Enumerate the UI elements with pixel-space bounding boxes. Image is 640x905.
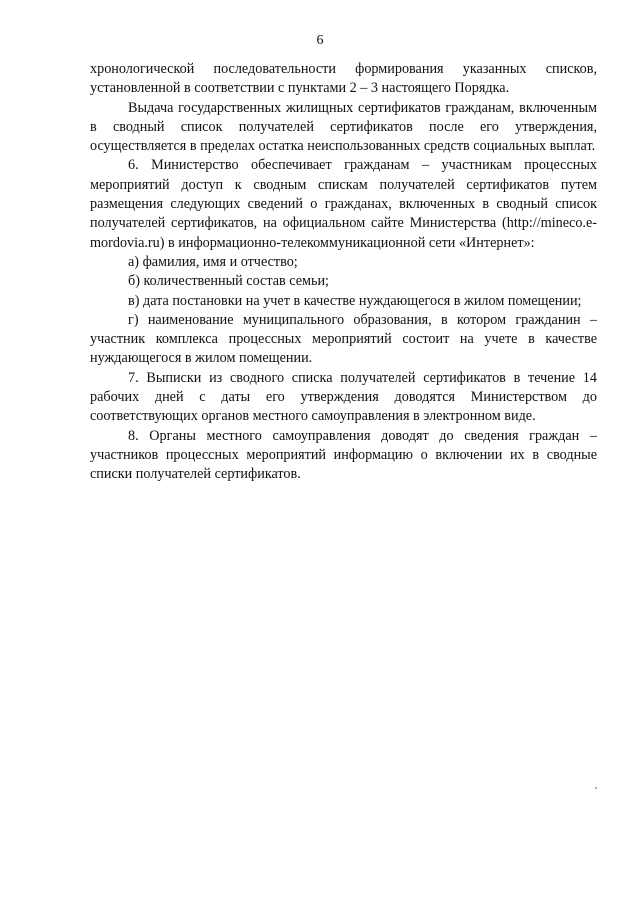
list-item-g: г) наименование муниципального образования, в котором гражданин – участник комплекса процессных мероприятий состоит на учете в качестве нуждающегося в жилом помещении. bbox=[90, 311, 597, 367]
paragraph-item-7: 7. Выписки из сводного списка получателей сертификатов в течение 14 рабочих дней с даты его утверждения доводятся Министерством до соответствующих органов местного самоуправления в электронном виде. bbox=[90, 369, 597, 425]
paragraph-continuation: хронологической последовательности формирования указанных списков, установленной в соответствии с пунктами 2 – 3 настоящего Порядка. bbox=[90, 61, 597, 97]
scan-artifact bbox=[595, 787, 597, 789]
list-item-v: в) дата постановки на учет в качестве нуждающегося в жилом помещении; bbox=[128, 292, 582, 309]
page-number: 6 bbox=[316, 33, 324, 48]
document-body bbox=[90, 60, 597, 485]
paragraph-certificate-issuance: Выдача государственных жилищных сертификатов гражданам, включенным в сводный список получателей сертификатов после его утверждения, осуществляется в пределах остатка неиспользованных средств социальных выплат. bbox=[90, 99, 597, 155]
paragraph-item-8: 8. Органы местного самоуправления доводят до сведения граждан – участников процессных мероприятий информацию о включении их в сводные списки получателей сертификатов. bbox=[90, 427, 597, 483]
list-item-b: б) количественный состав семьи; bbox=[128, 273, 330, 290]
paragraph-item-6: 6. Министерство обеспечивает гражданам – участникам процессных мероприятий доступ к сводным спискам получателей сертификатов путем размещения следующих сведений о гражданах, включенных в сводный список получателей сертификатов, на официальном сайте Министерства (http://mineco.e-mordovia.ru) в информационно-телекоммуникационной сети «Интернет»: bbox=[90, 157, 597, 251]
list-item-a: а) фамилия, имя и отчество; bbox=[128, 253, 298, 270]
